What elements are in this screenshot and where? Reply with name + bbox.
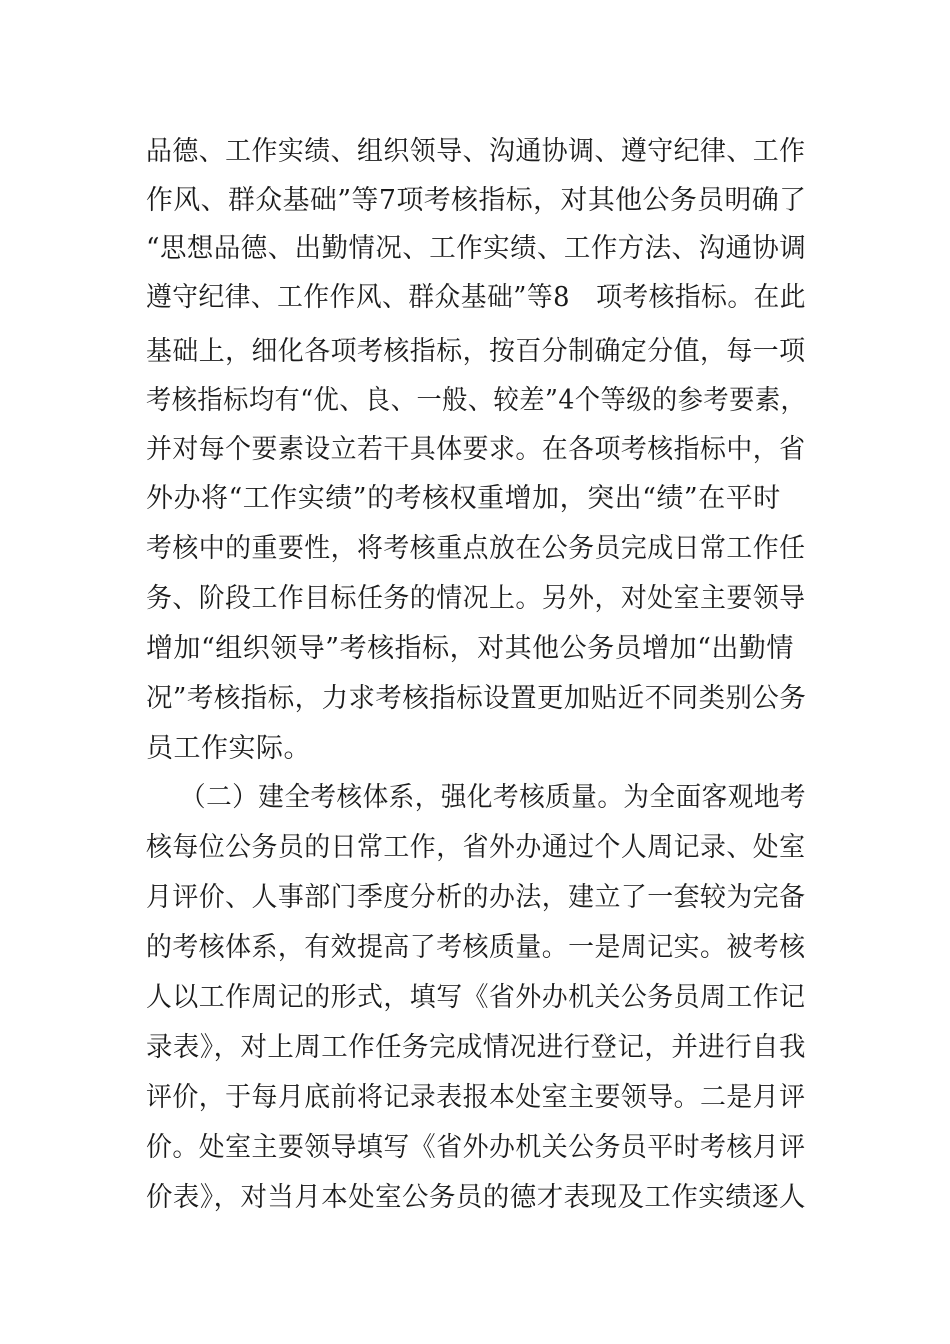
text-line: 核每位公务员的日常工作，省外办通过个人周记录、处室: [146, 832, 806, 863]
text-line: 并对每个要素设立若干具体要求。在各项考核指标中，省: [146, 434, 806, 465]
text-line: 考核中的重要性，将考核重点放在公务员完成日常工作任: [146, 533, 806, 564]
text-line: 基础上，细化各项考核指标，按百分制确定分值，每一项: [146, 336, 806, 367]
text-line: 况”考核指标，力求考核指标设置更加贴近不同类别公务: [146, 683, 807, 714]
section-heading-line: （二）建全考核体系，强化考核质量。为全面客观地考: [180, 782, 807, 813]
text-line: “思想品德、出勤情况、工作实绩、工作方法、沟通协调: [146, 233, 807, 264]
text-line: 考核指标均有“优、良、一般、较差”4个等级的参考要素，: [146, 385, 807, 416]
text-line: 作风、群众基础”等7项考核指标，对其他公务员明确了: [146, 185, 807, 216]
text-line: 月评价、人事部门季度分析的办法，建立了一套较为完备: [146, 882, 806, 913]
text-line: 增加“组织领导”考核指标，对其他公务员增加“出勤情: [146, 633, 794, 664]
text-line: 评价，于每月底前将记录表报本处室主要领导。二是月评: [146, 1082, 806, 1113]
text-line: 遵守纪律、工作作风、群众基础”等8 项考核指标。在此: [146, 282, 807, 313]
text-line: 价表》，对当月本处室公务员的德才表现及工作实绩逐人: [146, 1182, 806, 1213]
text-line: 价。处室主要领导填写《省外办机关公务员平时考核月评: [146, 1132, 806, 1163]
text-line: 员工作实际。: [146, 733, 311, 764]
text-line: 的考核体系，有效提高了考核质量。一是周记实。被考核: [146, 932, 806, 963]
text-line: 品德、工作实绩、组织领导、沟通协调、遵守纪律、工作: [146, 136, 806, 167]
text-line: 人以工作周记的形式，填写《省外办机关公务员周工作记: [146, 982, 806, 1013]
text-line: 务、阶段工作目标任务的情况上。另外，对处室主要领导: [146, 583, 806, 614]
text-line: 外办将“工作实绩”的考核权重增加，突出“绩”在平时: [146, 483, 781, 514]
text-line: 录表》，对上周工作任务完成情况进行登记，并进行自我: [146, 1032, 806, 1063]
